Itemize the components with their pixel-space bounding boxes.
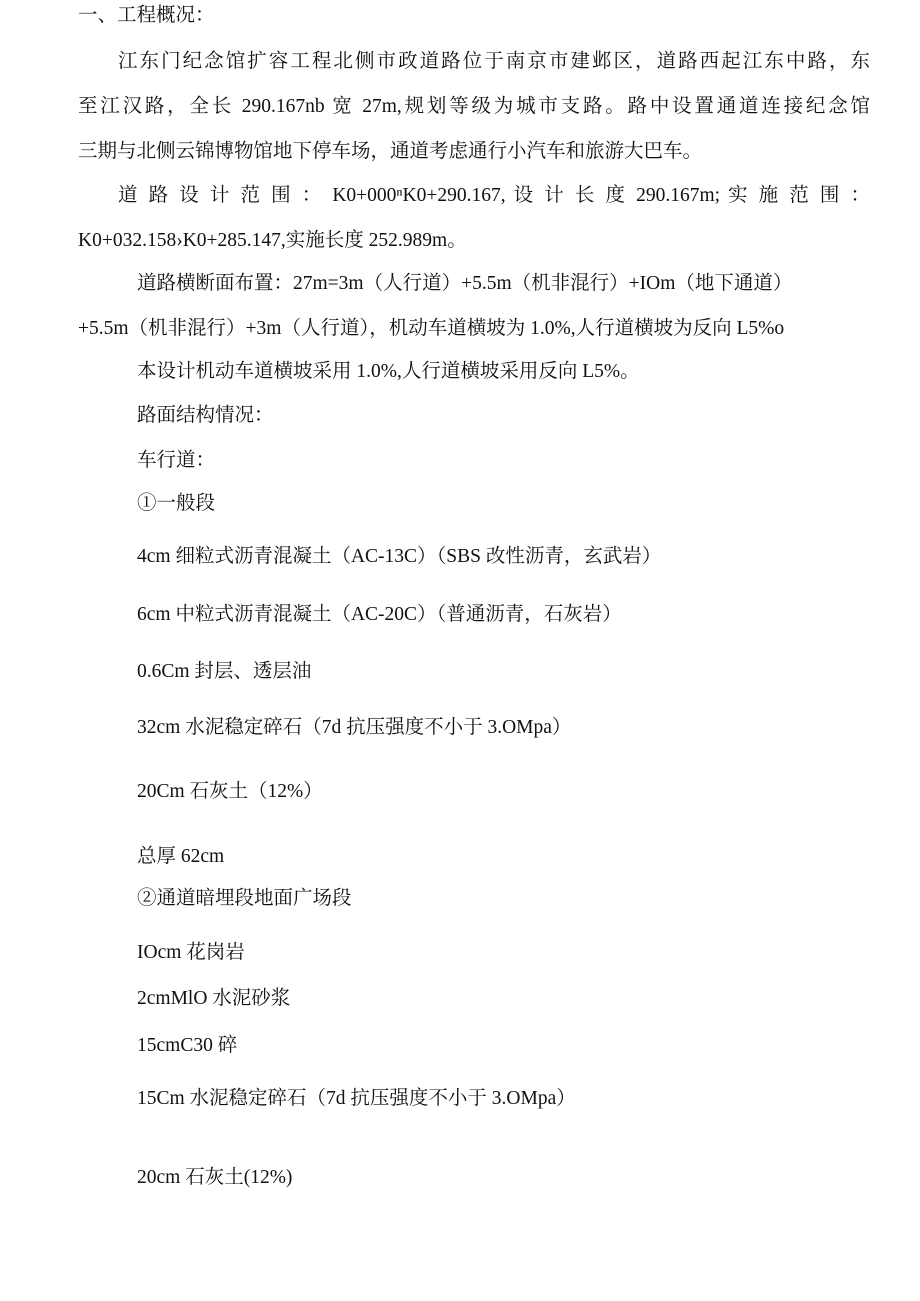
section-1-total-thickness: 总厚 62cm: [137, 846, 225, 867]
paragraph-4: 本设计机动车道横坡采用 1.0%,人行道横坡采用反向 L5%。: [137, 361, 640, 382]
paragraph-3-line-2: +5.5m（机非混行）+3m（人行道），机动车道横坡为 1.0%,人行道横坡为反向 L5%o: [78, 318, 785, 339]
section-1-layer-3: 0.6Cm 封层、透层油: [137, 661, 312, 682]
section-2-layer-1: IOcm 花岗岩: [137, 942, 245, 963]
section-1-title: ①一般段: [137, 493, 216, 514]
section-1-layer-4: 32cm 水泥稳定碎石（7d 抗压强度不小于 3.OMpa）: [137, 717, 572, 738]
paragraph-2-line-1: 道 路 设 计 范 围 ： K0+000ⁿK0+290.167, 设 计 长 度 290.167m; 实 施 范 围 ：: [118, 185, 870, 206]
paragraph-3-line-1: 道路横断面布置：27m=3m（人行道）+5.5m（机非混行）+IOm（地下通道）: [137, 273, 793, 294]
section-1-layer-2: 6cm 中粒式沥青混凝土（AC-20C）（普通沥青，石灰岩）: [137, 604, 622, 625]
section-2-layer-2: 2cmMlO 水泥砂浆: [137, 988, 291, 1009]
section-1-layer-5: 20Cm 石灰土（12%）: [137, 781, 323, 802]
section-1-layer-1: 4cm 细粒式沥青混凝土（AC-13C）（SBS 改性沥青，玄武岩）: [137, 546, 662, 567]
section-heading: 一、工程概况：: [78, 5, 215, 26]
paragraph-1-line-1: 江东门纪念馆扩容工程北侧市政道路位于南京市建邺区，道路西起江东中路，东: [118, 51, 870, 72]
carriageway-heading: 车行道：: [137, 450, 216, 471]
paragraph-1-line-2: 至江汉路，全长 290.167nb 宽 27m,规划等级为城市支路。路中设置通道连接纪念馆: [78, 96, 870, 117]
paragraph-1-line-3: 三期与北侧云锦博物馆地下停车场，通道考虑通行小汽车和旅游大巴车。: [78, 141, 703, 162]
section-2-layer-5: 20cm 石灰土(12%): [137, 1167, 293, 1188]
section-2-title: ②通道暗埋段地面广场段: [137, 888, 352, 909]
section-2-layer-4: 15Cm 水泥稳定碎石（7d 抗压强度不小于 3.OMpa）: [137, 1088, 576, 1109]
pavement-structure-heading: 路面结构情况：: [137, 405, 274, 426]
paragraph-2-line-2: K0+032.158›K0+285.147,实施长度 252.989m。: [78, 230, 467, 251]
section-2-layer-3: 15cmC30 碎: [137, 1035, 238, 1056]
